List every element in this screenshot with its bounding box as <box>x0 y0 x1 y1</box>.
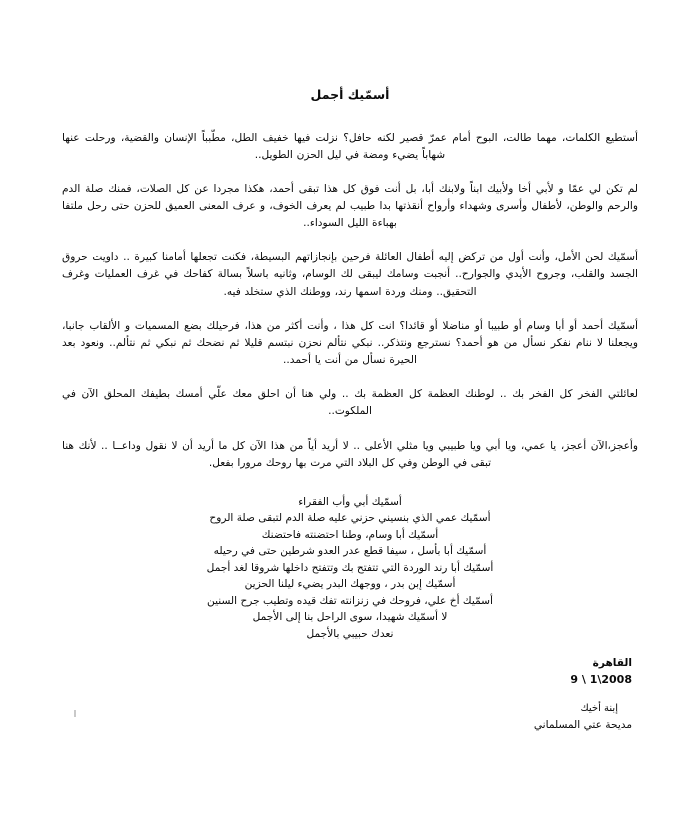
document-body <box>62 86 638 734</box>
poem-line: نعدك حبيبي بالأجمل <box>306 627 394 640</box>
poem-line: أسمّيك إبن بدر ، ووجهك البدر يضيء ليلنا الحزين <box>244 578 456 591</box>
poem-line: أسمّيك أبا وسام، وطنا احتضنته فاحتضنك <box>261 528 439 541</box>
paragraph: أسمّيك لحن الأمل، وأنت أول من تركض إليه أطفال العائلة فرحين بإنجازاتهم البسيطة، فكنت تجعلها أمامنا كبيرة .. داويت حروق الجسد والقلب، وجروح الأيدي والجوارح.. أنجبت وسامك ليبقى لك الوسام، وثانيه باسلاً بسالة كفاحك في غرف العمليات وغرف التحقيق.. ومنك وردة اسمها رند، ووطنك الذي ستخلد فيه. <box>62 251 638 298</box>
poem-line: أسمّيك عمي الذي بنسيني حزني عليه صلة الدم لتبقى صلة الروح <box>209 512 491 525</box>
signature-name: مديحة عتي المسلماني <box>533 718 632 731</box>
page-title: أسمّيك أجمل <box>310 87 390 102</box>
paragraph: أسمّيك أحمد أو أبا وسام أو طبيبا أو مناضلا أو قائدا؟ انت كل هذا ، وأنت أكثر من هذا، فرحيلك بضع المسميات و الألقاب جانبا، ويجعلنا لا ننام نفكر نسأل من هو أحمد؟ نسترجع ونتذكر.. نبكي نتألم نحزن نبتسم قليلا ثم نضحك ثم نبكي ثم نتألم.. ونعود بعد الحيرة نسأل من أنت يا أحمد.. <box>62 319 638 367</box>
poem-line: أسمّيك أبا رند الوردة التي تتفتح بك وتتفتح داخلها شروقا لغد أجمل <box>206 561 494 574</box>
poem-block <box>62 494 638 643</box>
paragraph: لم تكن لي عمّا و لأبي أخا ولأبيك ابناً ولابنك أبا، بل أنت فوق كل هذا تبقى أحمد، هكذا مجردا عن كل الصلات، فمنك صلة الدم والرحم والوطن، لأطفال وأسرى وشهداء وأرواح أنقذتها بدا طبيب لم يعرف الخوف، و عرف المعنى العميق للحزن حتى رحل ملتفا بهباءة الليل السوداء.. <box>62 182 638 230</box>
paragraph: لعائلتي الفخر كل الفخر بك .. لوطنك العظمة كل العظمة بك .. ولي هنا أن احلق معك علّي أمسك بطيفك المحلق الآن في الملكوت.. <box>62 388 638 418</box>
poem-line: لا أسمّيك شهيدا، سوى الراحل بنا إلى الأجمل <box>252 611 448 624</box>
signature-relation: إبنة أخيك <box>580 702 618 714</box>
poem-line: أسمّيك أخ علي، فروحك في زنزانته تفك قيده وتطيب جرح السنين <box>207 594 493 607</box>
signature-date: 9 \ 1\2008 <box>570 673 632 687</box>
paragraph: وأعجز،الآن أعجز، يا عمي، ويا أبي ويا طبيبي ويا مثلي الأعلى .. لا أريد أياً من هذا الآن كل ما أريد أن لا نقول وداعــا .. لأنك هنا تبقى في الوطن وفي كل البلاد التي مرت بها روحك مرورا بفعل. <box>62 439 638 469</box>
poem-line: أسمّيك أبا بأسل ، سيفا قطع عدر العدو شرطين حتى في رحيله <box>213 545 487 558</box>
paragraph: أستطيع الكلمات، مهما طالت، البوح أمام عمرّ قصير لكنه حافل؟ نزلت فيها خفيف الطل، مطّبباً الإنسان والقضية، ورحلت عنها شهاباً يضيء ومضة في ليل الحزن الطويل.. <box>62 131 638 161</box>
poem-line: أسمّيك أبي وأب الفقراء <box>298 495 402 508</box>
signature-block <box>62 656 638 733</box>
signature-city: القاهرة <box>592 657 632 670</box>
scan-artifact-speck <box>74 710 76 717</box>
